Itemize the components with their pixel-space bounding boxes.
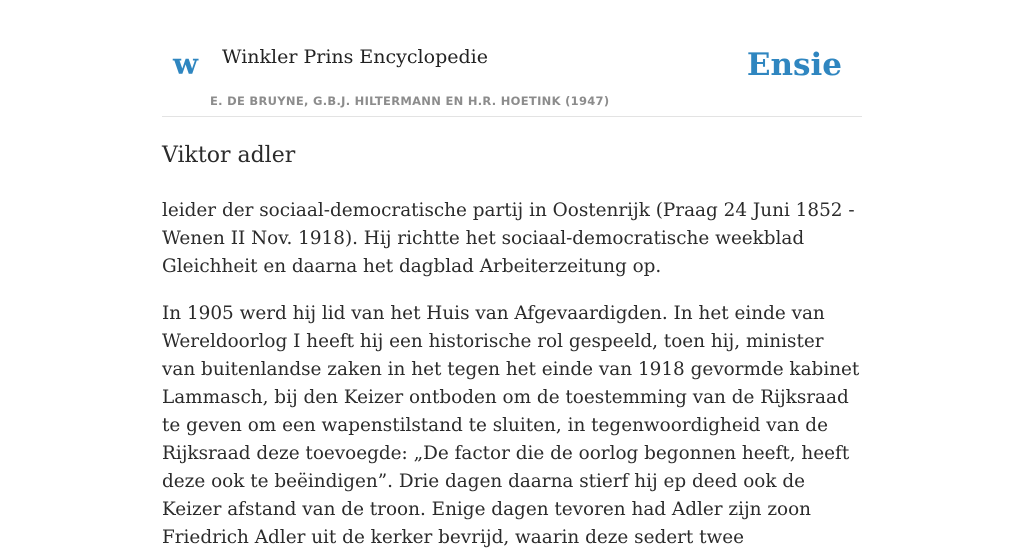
authors-byline: E. DE BRUYNE, G.B.J. HILTERMANN EN H.R. HOETINK (1947) [210,94,610,108]
article-paragraph: In 1905 werd hij lid van het Huis van Afgevaardigden. In het einde van Wereldoorlog I heeft hij een historische rol gespeeld, toen hij, minister van buitenlandse zaken in het tegen het einde van 1918 gevormde kabinet Lammasch, bij den Keizer ontboden om de toestemming van de Rijksraad te geven om een wapenstilstand te sluiten, in tegenwoordigheid van de Rijksraad deze toevoegde: „De factor die de oorlog begonnen heeft, heeft deze ook te beëindigen”. Drie dagen daarna stierf hij ep deed ook de Keizer afstand van de troon. Enige dagen tevoren had Adler zijn zoon Friedrich Adler uit de kerker bevrijd, waarin deze sedert twee [162,303,860,548]
article-paragraph: leider der sociaal-democratische partij in Oostenrijk (Praag 24 Juni 1852 - Wenen II Nov. 1918). Hij richtte het sociaal-democratische weekblad Gleichheit en daarna het dagblad Arbeiterzeitung op. [162,200,855,277]
ensie-logo[interactable]: Ensie [746,47,842,83]
book-title[interactable]: Winkler Prins Encyclopedie [222,46,488,68]
article-container [162,0,862,552]
article-title: Viktor adler [162,143,296,168]
encyclopedia-logo[interactable]: w [173,47,198,81]
header [162,0,862,117]
